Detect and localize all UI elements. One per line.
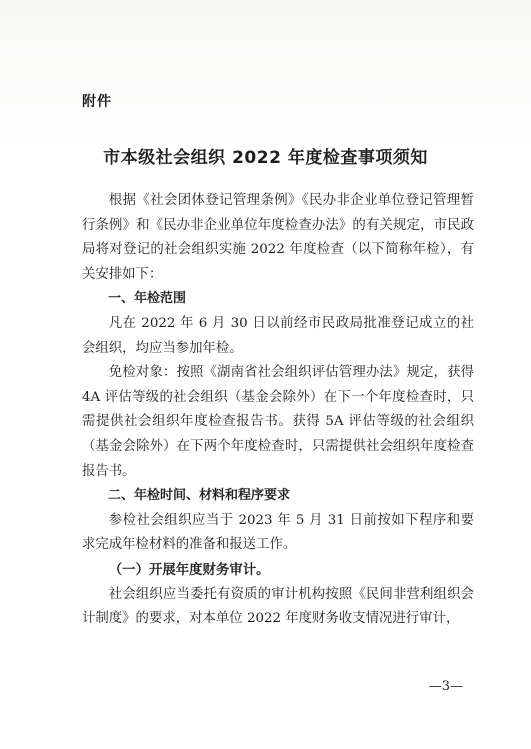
- audit-paragraph: 社会组织应当委托有资质的审计机构按照《民间非营利组织会计制度》的要求，对本单位 2022 年度财务收支情况进行审计，: [82, 586, 474, 627]
- section-heading-requirements: 二、年检时间、材料和程序要求: [108, 488, 291, 504]
- scope-paragraph: 凡在 2022 年 6 月 30 日以前经市民政局批准登记成立的社会组织，均应当参加年检。: [82, 315, 474, 356]
- document-title: 市本级社会组织 2022 年度检查事项须知: [103, 148, 428, 168]
- attachment-label: 附件: [82, 94, 112, 110]
- intro-paragraph: 根据《社会团体登记管理条例》《民办非企业单位登记管理暂行条例》和《民办非企业单位年度检查办法》的有关规定，市民政局将对登记的社会组织实施 2022 年度检查（以下简称年检），有关安排如下：: [82, 193, 474, 282]
- page-number: —3—: [428, 679, 463, 694]
- section-heading-scope: 一、年检范围: [108, 291, 187, 307]
- exemption-paragraph: 免检对象：按照《湖南省社会组织评估管理办法》规定，获得 4A 评估等级的社会组织（基金会除外）在下一个年度检查时，只需提供社会组织年度检查报告书。获得 5A 评估等级的社会组织（基金会除外）在下两个年度检查时，只需提供社会组织年度检查报告书。: [82, 365, 474, 479]
- subsection-heading-audit: （一）开展年度财务审计。: [108, 561, 270, 578]
- requirements-paragraph: 参检社会组织应当于 2023 年 5 月 31 日前按如下程序和要求完成年检材料的准备和报送工作。: [82, 512, 474, 553]
- document-body: [82, 189, 474, 632]
